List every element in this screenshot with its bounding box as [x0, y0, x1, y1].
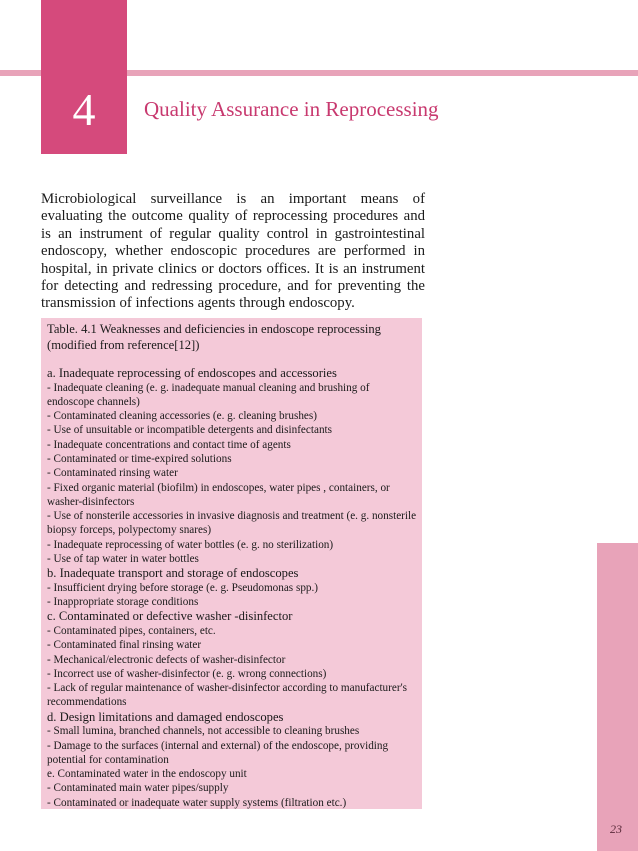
table-section-e — [47, 767, 417, 810]
side-tab-bar — [597, 543, 638, 851]
section-title: c. Contaminated or defective washer -disinfector — [47, 609, 293, 624]
list-item: - Lack of regular maintenance of washer-disinfector according to manufacturer's recommendations — [47, 682, 407, 709]
list-item: - Use of nonsterile accessories in invasive diagnosis and treatment (e. g. nonsterile biopsy forceps, polypectomy snares) — [47, 510, 417, 537]
list-item: - Use of unsuitable or incompatible detergents and disinfectants — [47, 424, 332, 437]
section-title: d. Design limitations and damaged endoscopes — [47, 709, 284, 724]
chapter-title: Quality Assurance in Reprocessing — [144, 97, 439, 121]
list-item: - Inappropriate storage conditions — [47, 596, 199, 609]
list-item: - Fixed organic material (biofilm) in endoscopes, water pipes , containers, or washer-disinfectors — [47, 481, 390, 508]
list-item: - Small lumina, branched channels, not accessible to cleaning brushes — [47, 725, 360, 738]
list-item: - Contaminated final rinsing water — [47, 639, 202, 652]
section-title: a. Inadequate reprocessing of endoscopes and accessories — [47, 366, 337, 380]
chapter-number-block — [41, 0, 127, 154]
list-item: - Use of tap water in water bottles — [47, 553, 199, 566]
list-item: - Contaminated rinsing water — [47, 467, 178, 480]
page-number: 23 — [610, 822, 622, 836]
list-item: - Damage to the surfaces (internal and external) of the endoscope, providing potential for contamination — [47, 739, 389, 766]
table-section-d — [47, 710, 417, 767]
list-item: - Incorrect use of washer-disinfector (e. g. wrong connections) — [47, 667, 327, 680]
list-item: - Contaminated or inadequate water supply systems (filtration etc.) — [47, 796, 347, 809]
intro-paragraph: Microbiological surveillance is an important means of evaluating the outcome quality of reprocessing procedures and is an instrument of regular quality control in gastrointestinal endoscopy, whether endoscopic procedures are performed in hospital, in private clinics or doctors offices. It is an instrument for detecting and redressing procedure, and for preventing the transmission of infections agents through endoscopy. — [41, 191, 425, 312]
list-item: - Inadequate cleaning (e. g. inadequate manual cleaning and brushing of endoscope channels) — [47, 381, 370, 408]
list-item: - Mechanical/electronic defects of washer-disinfector — [47, 653, 286, 666]
table-section-b — [47, 566, 417, 609]
list-item: - Contaminated or time-expired solutions — [47, 452, 232, 465]
list-item: - Contaminated pipes, containers, etc. — [47, 624, 216, 637]
table-section-c — [47, 609, 417, 709]
table-section-a — [47, 366, 417, 566]
section-title: b. Inadequate transport and storage of endoscopes — [47, 566, 299, 581]
list-item: - Contaminated main water pipes/supply — [47, 782, 229, 795]
list-item: - Inadequate concentrations and contact time of agents — [47, 438, 291, 451]
list-item: - Insufficient drying before storage (e. g. Pseudomonas spp.) — [47, 581, 319, 594]
table-caption: Table. 4.1 Weaknesses and deficiencies in endoscope reprocessing (modified from reference[12]) — [47, 322, 381, 352]
list-item: - Inadequate reprocessing of water bottles (e. g. no sterilization) — [47, 538, 334, 551]
table-4-1 — [41, 318, 422, 809]
chapter-number: 4 — [72, 84, 96, 135]
list-item: - Contaminated cleaning accessories (e. g. cleaning brushes) — [47, 410, 317, 423]
section-title: e. Contaminated water in the endoscopy unit — [47, 768, 247, 781]
